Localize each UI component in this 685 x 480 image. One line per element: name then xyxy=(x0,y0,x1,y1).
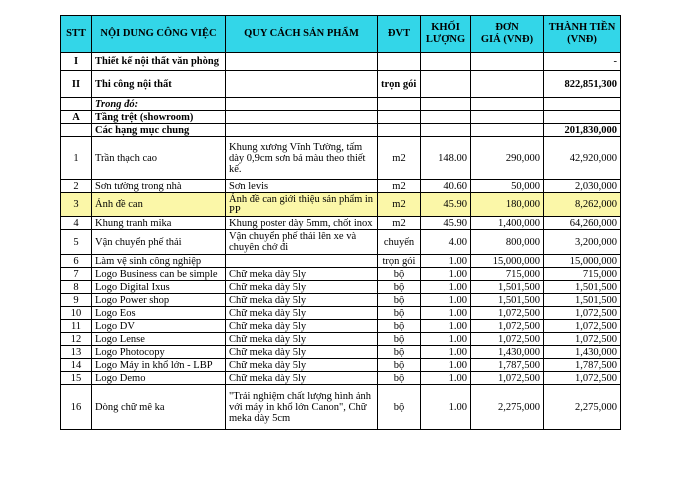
row-total: 1,072,500 xyxy=(544,372,621,385)
table-row xyxy=(61,230,621,255)
row-unit-price: 2,275,000 xyxy=(471,385,544,430)
row-unit-price: 715,000 xyxy=(471,268,544,281)
empty-cell xyxy=(421,124,471,137)
header-price-line2: GIÁ (VNĐ) xyxy=(480,34,534,45)
table-row xyxy=(61,180,621,193)
row-unit-price: 800,000 xyxy=(471,230,544,255)
quotation-table xyxy=(60,15,621,430)
section-stt: I xyxy=(61,53,92,71)
header-total-line1: THÀNH TIỀN xyxy=(548,22,616,33)
row-total: 8,262,000 xyxy=(544,193,621,217)
row-spec: Chữ meka dày 5ly xyxy=(226,307,378,320)
table-row xyxy=(61,307,621,320)
empty-cell xyxy=(378,124,421,137)
row-content: Logo Business can be simple xyxy=(92,268,226,281)
table-row xyxy=(61,372,621,385)
table-row xyxy=(61,217,621,230)
empty-cell xyxy=(421,53,471,71)
table-row xyxy=(61,333,621,346)
empty-cell xyxy=(226,98,378,111)
row-total: 1,072,500 xyxy=(544,333,621,346)
section-content: Trong đó: xyxy=(92,98,226,111)
row-unit-price: 1,787,500 xyxy=(471,359,544,372)
empty-cell xyxy=(61,124,92,137)
empty-cell xyxy=(421,71,471,98)
header-volume-line1: KHỐI xyxy=(431,22,460,33)
row-stt: 9 xyxy=(61,294,92,307)
row-unit-price: 50,000 xyxy=(471,180,544,193)
row-content: Ảnh đề can xyxy=(92,193,226,217)
row-spec: Vận chuyển phế thải lên xe và chuyên chở đi xyxy=(226,230,378,255)
row-total: 1,501,500 xyxy=(544,294,621,307)
row-spec: Chữ meka dày 5ly xyxy=(226,320,378,333)
row-content: Logo Eos xyxy=(92,307,226,320)
empty-cell xyxy=(471,98,544,111)
row-stt: 8 xyxy=(61,281,92,294)
row-total: 15,000,000 xyxy=(544,255,621,268)
row-spec: Chữ meka dày 5ly xyxy=(226,359,378,372)
row-unit-price: 1,501,500 xyxy=(471,294,544,307)
header-total-line2: (VNĐ) xyxy=(567,34,597,45)
row-spec: Khung poster dày 5mm, chốt inox xyxy=(226,217,378,230)
row-unit: bộ xyxy=(378,307,421,320)
row-stt: 10 xyxy=(61,307,92,320)
section-row-ground-floor xyxy=(61,111,621,124)
row-quantity: 1.00 xyxy=(421,281,471,294)
empty-cell xyxy=(544,98,621,111)
row-content: Logo DV xyxy=(92,320,226,333)
row-content: Khung tranh mika xyxy=(92,217,226,230)
row-unit: bộ xyxy=(378,385,421,430)
row-quantity: 1.00 xyxy=(421,320,471,333)
row-content: Logo Photocopy xyxy=(92,346,226,359)
row-quantity: 40.60 xyxy=(421,180,471,193)
row-quantity: 45.90 xyxy=(421,193,471,217)
row-spec: "Trải nghiệm chất lượng hình ảnh với máy in khổ lớn Canon", Chữ meka dày 5cm xyxy=(226,385,378,430)
row-unit: m2 xyxy=(378,217,421,230)
empty-cell xyxy=(421,111,471,124)
row-total: 42,920,000 xyxy=(544,137,621,180)
row-stt: 4 xyxy=(61,217,92,230)
row-content: Dòng chữ mê ka xyxy=(92,385,226,430)
row-quantity: 1.00 xyxy=(421,294,471,307)
header-stt: STT xyxy=(61,16,92,53)
row-unit-price: 290,000 xyxy=(471,137,544,180)
row-stt: 2 xyxy=(61,180,92,193)
header-volume xyxy=(421,16,471,53)
row-unit: bộ xyxy=(378,359,421,372)
section-content: Các hạng mục chung xyxy=(92,124,226,137)
empty-cell xyxy=(421,98,471,111)
row-unit: bộ xyxy=(378,294,421,307)
table-row xyxy=(61,346,621,359)
row-stt: 12 xyxy=(61,333,92,346)
empty-cell xyxy=(471,53,544,71)
row-total: 1,787,500 xyxy=(544,359,621,372)
row-quantity: 1.00 xyxy=(421,359,471,372)
row-content: Logo Lense xyxy=(92,333,226,346)
header-price xyxy=(471,16,544,53)
empty-cell xyxy=(226,124,378,137)
empty-cell xyxy=(471,124,544,137)
row-total: 1,501,500 xyxy=(544,281,621,294)
empty-cell xyxy=(378,111,421,124)
row-content: Sơn tường trong nhà xyxy=(92,180,226,193)
row-quantity: 45.90 xyxy=(421,217,471,230)
row-content: Làm vệ sinh công nghiệp xyxy=(92,255,226,268)
row-spec: Chữ meka dày 5ly xyxy=(226,268,378,281)
row-stt: 7 xyxy=(61,268,92,281)
empty-cell xyxy=(226,71,378,98)
row-stt: 6 xyxy=(61,255,92,268)
table-row xyxy=(61,255,621,268)
row-content: Logo Demo xyxy=(92,372,226,385)
header-volume-line2: LƯỢNG xyxy=(425,34,466,45)
row-total: 1,072,500 xyxy=(544,307,621,320)
row-unit: bộ xyxy=(378,268,421,281)
table-row xyxy=(61,137,621,180)
header-total xyxy=(544,16,621,53)
table-row xyxy=(61,268,621,281)
row-total: 715,000 xyxy=(544,268,621,281)
section-content: Thiết kế nội thất văn phòng xyxy=(92,53,226,71)
row-total: 64,260,000 xyxy=(544,217,621,230)
row-unit: bộ xyxy=(378,281,421,294)
header-spec: QUY CÁCH SẢN PHẨM xyxy=(226,16,378,53)
row-unit: chuyến xyxy=(378,230,421,255)
row-unit-price: 1,430,000 xyxy=(471,346,544,359)
header-content: NỘI DUNG CÔNG VIỆC xyxy=(92,16,226,53)
row-quantity: 148.00 xyxy=(421,137,471,180)
empty-cell xyxy=(226,111,378,124)
row-stt: 16 xyxy=(61,385,92,430)
row-unit-price: 1,072,500 xyxy=(471,307,544,320)
empty-cell xyxy=(544,111,621,124)
row-stt: 3 xyxy=(61,193,92,217)
row-unit-price: 1,072,500 xyxy=(471,333,544,346)
row-unit-price: 1,072,500 xyxy=(471,320,544,333)
section-content: Thi công nội thất xyxy=(92,71,226,98)
row-content: Vận chuyển phế thải xyxy=(92,230,226,255)
row-unit: bộ xyxy=(378,333,421,346)
row-unit: bộ xyxy=(378,320,421,333)
row-spec xyxy=(226,255,378,268)
empty-cell xyxy=(471,111,544,124)
row-total: 1,430,000 xyxy=(544,346,621,359)
row-total: 3,200,000 xyxy=(544,230,621,255)
row-spec: Chữ meka dày 5ly xyxy=(226,294,378,307)
empty-cell xyxy=(226,53,378,71)
row-quantity: 1.00 xyxy=(421,385,471,430)
table-row xyxy=(61,359,621,372)
table-row xyxy=(61,294,621,307)
row-stt: 13 xyxy=(61,346,92,359)
row-quantity: 1.00 xyxy=(421,333,471,346)
row-unit: trọn gói xyxy=(378,255,421,268)
row-stt: 15 xyxy=(61,372,92,385)
row-unit: m2 xyxy=(378,180,421,193)
row-unit: m2 xyxy=(378,137,421,180)
row-quantity: 1.00 xyxy=(421,372,471,385)
row-spec: Ảnh đề can giới thiệu sản phẩm in PP xyxy=(226,193,378,217)
empty-cell xyxy=(378,98,421,111)
row-quantity: 1.00 xyxy=(421,268,471,281)
row-quantity: 4.00 xyxy=(421,230,471,255)
row-content: Logo Power shop xyxy=(92,294,226,307)
section-stt: A xyxy=(61,111,92,124)
empty-cell xyxy=(378,53,421,71)
row-unit-price: 15,000,000 xyxy=(471,255,544,268)
table-row xyxy=(61,385,621,430)
row-spec: Chữ meka dày 5ly xyxy=(226,281,378,294)
section-row-design xyxy=(61,53,621,71)
row-total: 1,072,500 xyxy=(544,320,621,333)
row-unit: bộ xyxy=(378,346,421,359)
row-total: 2,030,000 xyxy=(544,180,621,193)
row-spec: Chữ meka dày 5ly xyxy=(226,333,378,346)
table-row xyxy=(61,320,621,333)
row-stt: 11 xyxy=(61,320,92,333)
row-unit-price: 180,000 xyxy=(471,193,544,217)
row-content: Trần thạch cao xyxy=(92,137,226,180)
row-stt: 14 xyxy=(61,359,92,372)
header-row xyxy=(61,16,621,53)
row-spec: Sơn levis xyxy=(226,180,378,193)
section-row-construction xyxy=(61,71,621,98)
row-spec: Khung xương Vĩnh Tường, tấm dày 0,9cm sơn bả màu theo thiết kế. xyxy=(226,137,378,180)
row-content: Logo Máy in khổ lớn - LBP xyxy=(92,359,226,372)
table-row xyxy=(61,193,621,217)
section-stt: II xyxy=(61,71,92,98)
row-quantity: 1.00 xyxy=(421,255,471,268)
row-unit-price: 1,400,000 xyxy=(471,217,544,230)
row-unit: m2 xyxy=(378,193,421,217)
section-row-general xyxy=(61,124,621,137)
section-total: - xyxy=(544,53,621,71)
row-spec: Chữ meka dày 5ly xyxy=(226,346,378,359)
section-unit: trọn gói xyxy=(378,71,421,98)
empty-cell xyxy=(471,71,544,98)
row-stt: 1 xyxy=(61,137,92,180)
row-spec: Chữ meka dày 5ly xyxy=(226,372,378,385)
header-price-line1: ĐƠN xyxy=(495,22,519,33)
row-quantity: 1.00 xyxy=(421,307,471,320)
row-unit-price: 1,072,500 xyxy=(471,372,544,385)
row-stt: 5 xyxy=(61,230,92,255)
section-total: 822,851,300 xyxy=(544,71,621,98)
row-unit: bộ xyxy=(378,372,421,385)
section-total: 201,830,000 xyxy=(544,124,621,137)
table-row xyxy=(61,281,621,294)
row-unit-price: 1,501,500 xyxy=(471,281,544,294)
section-content: Tầng trệt (showroom) xyxy=(92,111,226,124)
header-unit: ĐVT xyxy=(378,16,421,53)
empty-cell xyxy=(61,98,92,111)
section-row-including xyxy=(61,98,621,111)
row-quantity: 1.00 xyxy=(421,346,471,359)
row-content: Logo Digital Ixus xyxy=(92,281,226,294)
row-total: 2,275,000 xyxy=(544,385,621,430)
